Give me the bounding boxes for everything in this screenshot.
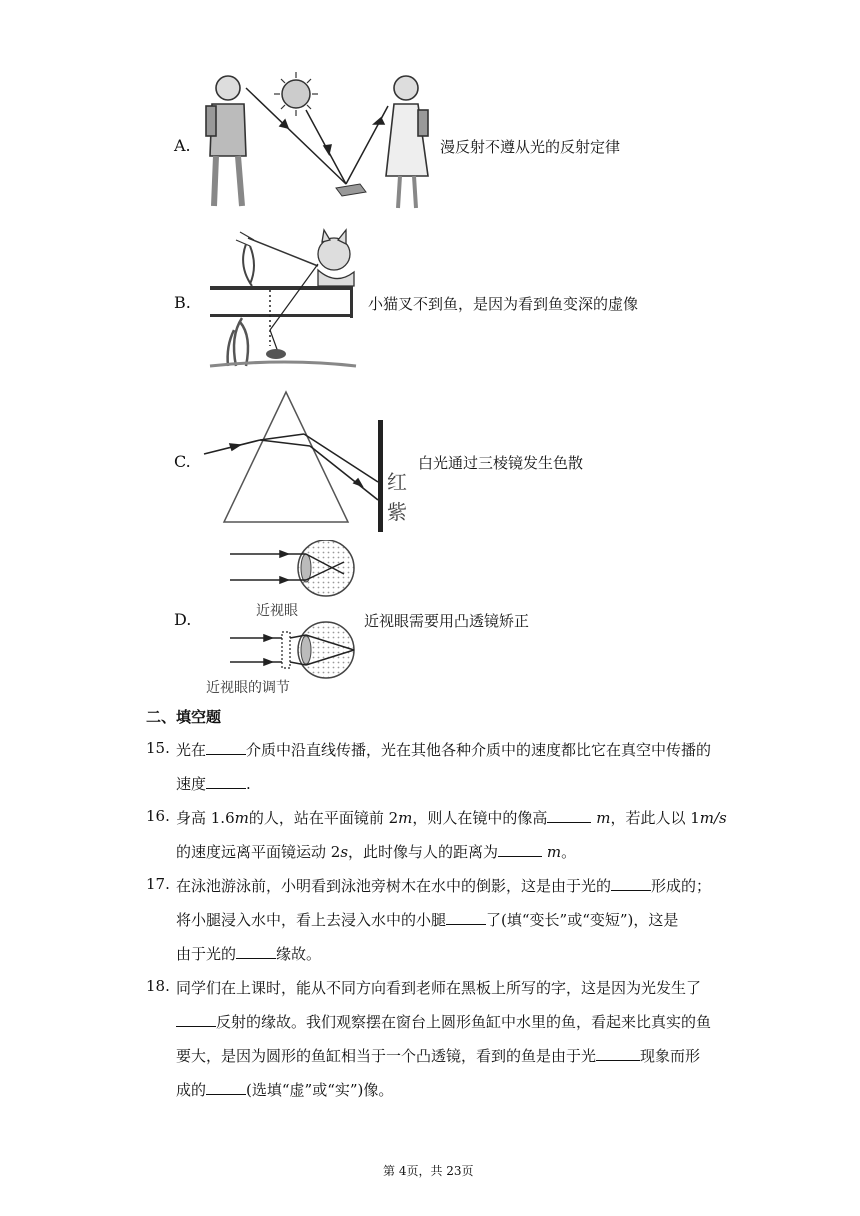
question-line: 成的 (选填“虚”或“实”)像。	[176, 1081, 394, 1099]
diffuse-reflection-figure	[196, 66, 436, 216]
option-c-text: 白光通过三棱镜发生色散	[418, 454, 584, 472]
prism-shape	[224, 392, 348, 522]
page-footer: 第 4页，共 23页	[383, 1164, 474, 1178]
option-a-letter: A.	[174, 136, 191, 155]
answer-blank[interactable]	[206, 774, 246, 789]
option-d-letter: D.	[174, 610, 192, 629]
option-a-text: 漫反射不遵从光的反射定律	[440, 138, 621, 156]
answer-blank[interactable]	[446, 910, 486, 925]
eye-label: 近视眼	[256, 603, 298, 619]
screen	[378, 420, 383, 532]
question-number: 15.	[146, 739, 170, 757]
answer-blank[interactable]	[206, 740, 246, 755]
option-d-text: 近视眼需要用凸透镜矫正	[364, 612, 530, 630]
prism-red-label: 红	[387, 470, 407, 494]
answer-blank[interactable]	[547, 808, 591, 823]
question-line: 在泳池游泳前，小明看到泳池旁树木在水中的倒影，这是由于光的 形成的；	[176, 877, 712, 895]
question-line: 身高 1.6m的人，站在平面镜前 2m，则人在镜中的像高 m，若此人以 1m/s	[176, 809, 727, 827]
option-b-letter: B.	[174, 293, 191, 312]
answer-blank[interactable]	[498, 842, 542, 857]
cat-icon	[318, 230, 354, 286]
answer-blank[interactable]	[176, 1012, 216, 1027]
eye-corrected-icon	[298, 622, 354, 678]
answer-blank[interactable]	[206, 1080, 246, 1095]
answer-blank[interactable]	[596, 1046, 640, 1061]
lens-icon	[282, 632, 290, 668]
answer-blank[interactable]	[611, 876, 651, 891]
question-line: 光在 介质中沿直线传播，光在其他各种介质中的速度都比它在真空中传播的	[176, 741, 712, 759]
question-line: 将小腿浸入水中，看上去浸入水中的小腿 了(填“变长”或“变短”)，这是	[176, 911, 679, 929]
question-line: 的速度远离平面镜运动 2s，此时像与人的距离为 m。	[176, 843, 577, 861]
option-b-text: 小猫叉不到鱼，是因为看到鱼变深的虚像	[368, 295, 639, 313]
answer-blank[interactable]	[236, 944, 276, 959]
option-c-letter: C.	[174, 452, 191, 471]
question-line: 要大，是因为圆形的鱼缸相当于一个凸透镜，看到的鱼是由于光 现象而形	[176, 1047, 701, 1065]
question-line: 反射的缘故。我们观察摆在窗台上圆形鱼缸中水里的鱼，看起来比真实的鱼	[176, 1011, 711, 1032]
eye-adjust-label: 近视眼的调节	[206, 680, 290, 696]
question-number: 16.	[146, 807, 170, 825]
question-number: 18.	[146, 977, 170, 995]
question-line: 由于光的 缘故。	[176, 945, 322, 963]
question-line: 同学们在上课时，能从不同方向看到老师在黑板上所写的字，这是因为光发生了	[176, 979, 702, 997]
question-line: 速度 .	[176, 775, 251, 793]
boy-icon	[206, 76, 246, 206]
fish-icon	[266, 349, 286, 359]
section-title: 二、填空题	[146, 708, 222, 726]
prism-purple-label: 紫	[387, 500, 407, 524]
question-number: 17.	[146, 875, 170, 893]
cat-fishing-figure	[206, 226, 366, 376]
sun-icon	[274, 72, 318, 116]
girl-icon	[386, 76, 428, 208]
eye-icon	[298, 540, 354, 596]
paper-icon	[336, 184, 366, 196]
